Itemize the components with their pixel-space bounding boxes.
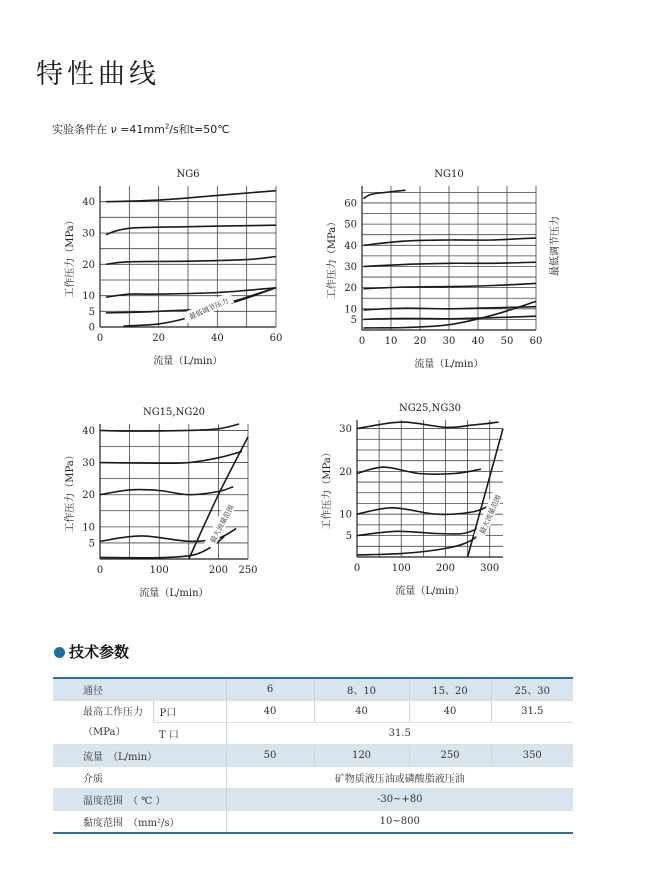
chart-ng15-ng20: [60, 392, 320, 597]
viscosity-value: 10~800: [226, 811, 573, 834]
table-row-flow: [53, 745, 573, 767]
spec-section-title: [54, 641, 129, 662]
series-line: [106, 191, 276, 202]
flow-6: 50: [226, 745, 314, 767]
series-line: [364, 316, 537, 319]
y-axis-label: 工作压力（MPa）: [322, 447, 333, 530]
x-tick-label: 30: [442, 336, 456, 347]
chart-title: NG6: [176, 169, 200, 180]
condition-sup: 2: [164, 122, 170, 131]
x-tick-label: 0: [353, 563, 361, 574]
p-value-6: 40: [226, 701, 314, 723]
x-tick-label: 50: [500, 336, 514, 347]
x-axis-label: 流量（L/min）: [414, 359, 484, 370]
x-tick-label: 20: [152, 333, 166, 344]
chart-ng6: [60, 160, 310, 367]
flow-25-30: 350: [491, 745, 573, 767]
y-tick-label: 10: [344, 304, 357, 316]
series-line: [357, 422, 499, 429]
y-tick-label: 20: [339, 466, 352, 478]
x-tick-label: 200: [208, 565, 228, 576]
x-tick-label: 20: [413, 336, 427, 347]
y-tick-label: 60: [344, 198, 357, 210]
flow-label: 流量 （L/min）: [53, 745, 226, 767]
y-tick-label: 40: [82, 197, 95, 209]
condition-value: =41mm: [116, 123, 165, 136]
chart-title: NG15,NG20: [142, 407, 206, 418]
x-tick-label: 100: [391, 563, 411, 574]
x-tick-label: 0: [358, 336, 366, 347]
table-row-diameter: [53, 678, 573, 701]
x-tick-label: 300: [480, 563, 500, 574]
y-tick-label: 30: [344, 261, 357, 273]
series-line: [100, 487, 233, 495]
x-tick-label: 60: [269, 333, 283, 344]
p-value-15-20: 40: [409, 701, 491, 723]
chart-title: NG25,NG30: [398, 403, 462, 414]
diameter-15-20: 15、20: [409, 678, 491, 701]
pressure-label: [53, 701, 153, 745]
series-line: [364, 262, 537, 266]
y-tick-label: 30: [339, 424, 352, 436]
temperature-value: -30~+80: [226, 789, 573, 811]
p-value-25-30: 31.5: [491, 701, 573, 723]
flow-15-20: 250: [409, 745, 491, 767]
y-tick-label: 5: [88, 306, 95, 318]
y-tick-label: 50: [344, 219, 357, 231]
x-tick-label: 60: [529, 336, 543, 347]
series-line: [357, 527, 481, 536]
condition-nu: ν: [110, 123, 117, 136]
y-tick-label: 10: [82, 291, 95, 303]
x-tick-label: 40: [210, 333, 224, 344]
p-port-label: P口: [153, 701, 226, 723]
spec-section-text: 技术参数: [69, 643, 130, 661]
medium-label: 介质: [53, 767, 226, 789]
y-tick-label: 0: [88, 322, 95, 334]
diameter-6: 6: [226, 678, 314, 701]
x-tick-label: 200: [435, 563, 456, 574]
y-tick-label: 5: [350, 314, 357, 326]
x-axis-label: 流量（L/min）: [139, 588, 209, 599]
t-value: 31.5: [226, 723, 573, 745]
viscosity-label: 黏度范围 （mm²/s）: [53, 811, 226, 834]
series-line: [106, 288, 276, 313]
series-line: [364, 190, 406, 199]
y-tick-label: 30: [82, 228, 95, 240]
diameter-label: 通径: [53, 678, 226, 701]
chart-title: NG10: [434, 169, 464, 180]
y-tick-label: 20: [344, 283, 357, 295]
table-row-viscosity: [53, 811, 573, 834]
x-tick-label: 0: [96, 565, 104, 576]
temperature-label: 温度范围 （ ℃ ）: [53, 789, 226, 811]
bullet-dot-icon: [54, 647, 65, 658]
y-tick-label: 5: [88, 538, 95, 550]
y-tick-label: 30: [82, 458, 95, 470]
test-condition: [52, 121, 230, 137]
medium-value: 矿物质液压油或磷酸脂液压油: [226, 767, 573, 789]
page-title: 特性曲线: [36, 59, 160, 90]
diameter-25-30: 25、30: [491, 678, 573, 701]
pressure-label-line1: 最高工作压力: [83, 706, 143, 718]
t-port-label: T 口: [153, 723, 226, 745]
condition-prefix: 实验条件在: [52, 123, 111, 136]
pressure-label-line2: （MPa）: [83, 726, 126, 738]
y-axis-label: 工作压力（MPa）: [65, 450, 76, 533]
y-tick-label: 20: [82, 259, 95, 271]
p-value-8-10: 40: [314, 701, 409, 723]
chart-ng10: [320, 160, 580, 370]
table-row-pressure-p: [53, 701, 573, 723]
x-tick-label: 40: [471, 336, 485, 347]
diameter-8-10: 8、10: [314, 678, 409, 701]
spec-table: [53, 677, 573, 834]
x-tick-label: 0: [96, 333, 104, 344]
y-tick-label: 40: [344, 240, 357, 252]
series-line: [364, 238, 537, 245]
y-axis-label: 工作压力（MPa）: [327, 216, 338, 300]
y-tick-label: 20: [82, 490, 95, 502]
x-tick-label: 100: [149, 565, 169, 576]
y-tick-label: 10: [339, 509, 352, 521]
series-line: [106, 257, 276, 265]
chart-ng25-ng30: [315, 392, 565, 597]
x-tick-label: 10: [384, 336, 398, 347]
annotation-label: 最大流量范围: [208, 503, 236, 545]
x-axis-label: 流量（L/min）: [153, 356, 223, 367]
series-line: [357, 467, 481, 474]
flow-8-10: 120: [314, 745, 409, 767]
condition-suffix: /s和t=50℃: [169, 123, 230, 136]
annotation-label: 最低调节压力: [188, 296, 230, 322]
annotation-label: 最大流量范围: [478, 493, 503, 536]
series-line: [364, 301, 537, 328]
y-tick-label: 5: [345, 531, 352, 543]
table-row-medium: [53, 767, 573, 789]
table-row-temperature: [53, 789, 573, 811]
y-tick-label: 40: [82, 425, 95, 437]
right-side-label: 最低调节压力: [550, 216, 561, 276]
y-axis-label: 工作压力（MPa）: [65, 215, 76, 298]
x-tick-label: 250: [238, 565, 258, 576]
series-line: [100, 451, 242, 463]
series-line: [100, 537, 224, 558]
x-axis-label: 流量（L/min）: [395, 586, 465, 597]
y-tick-label: 10: [82, 522, 95, 534]
